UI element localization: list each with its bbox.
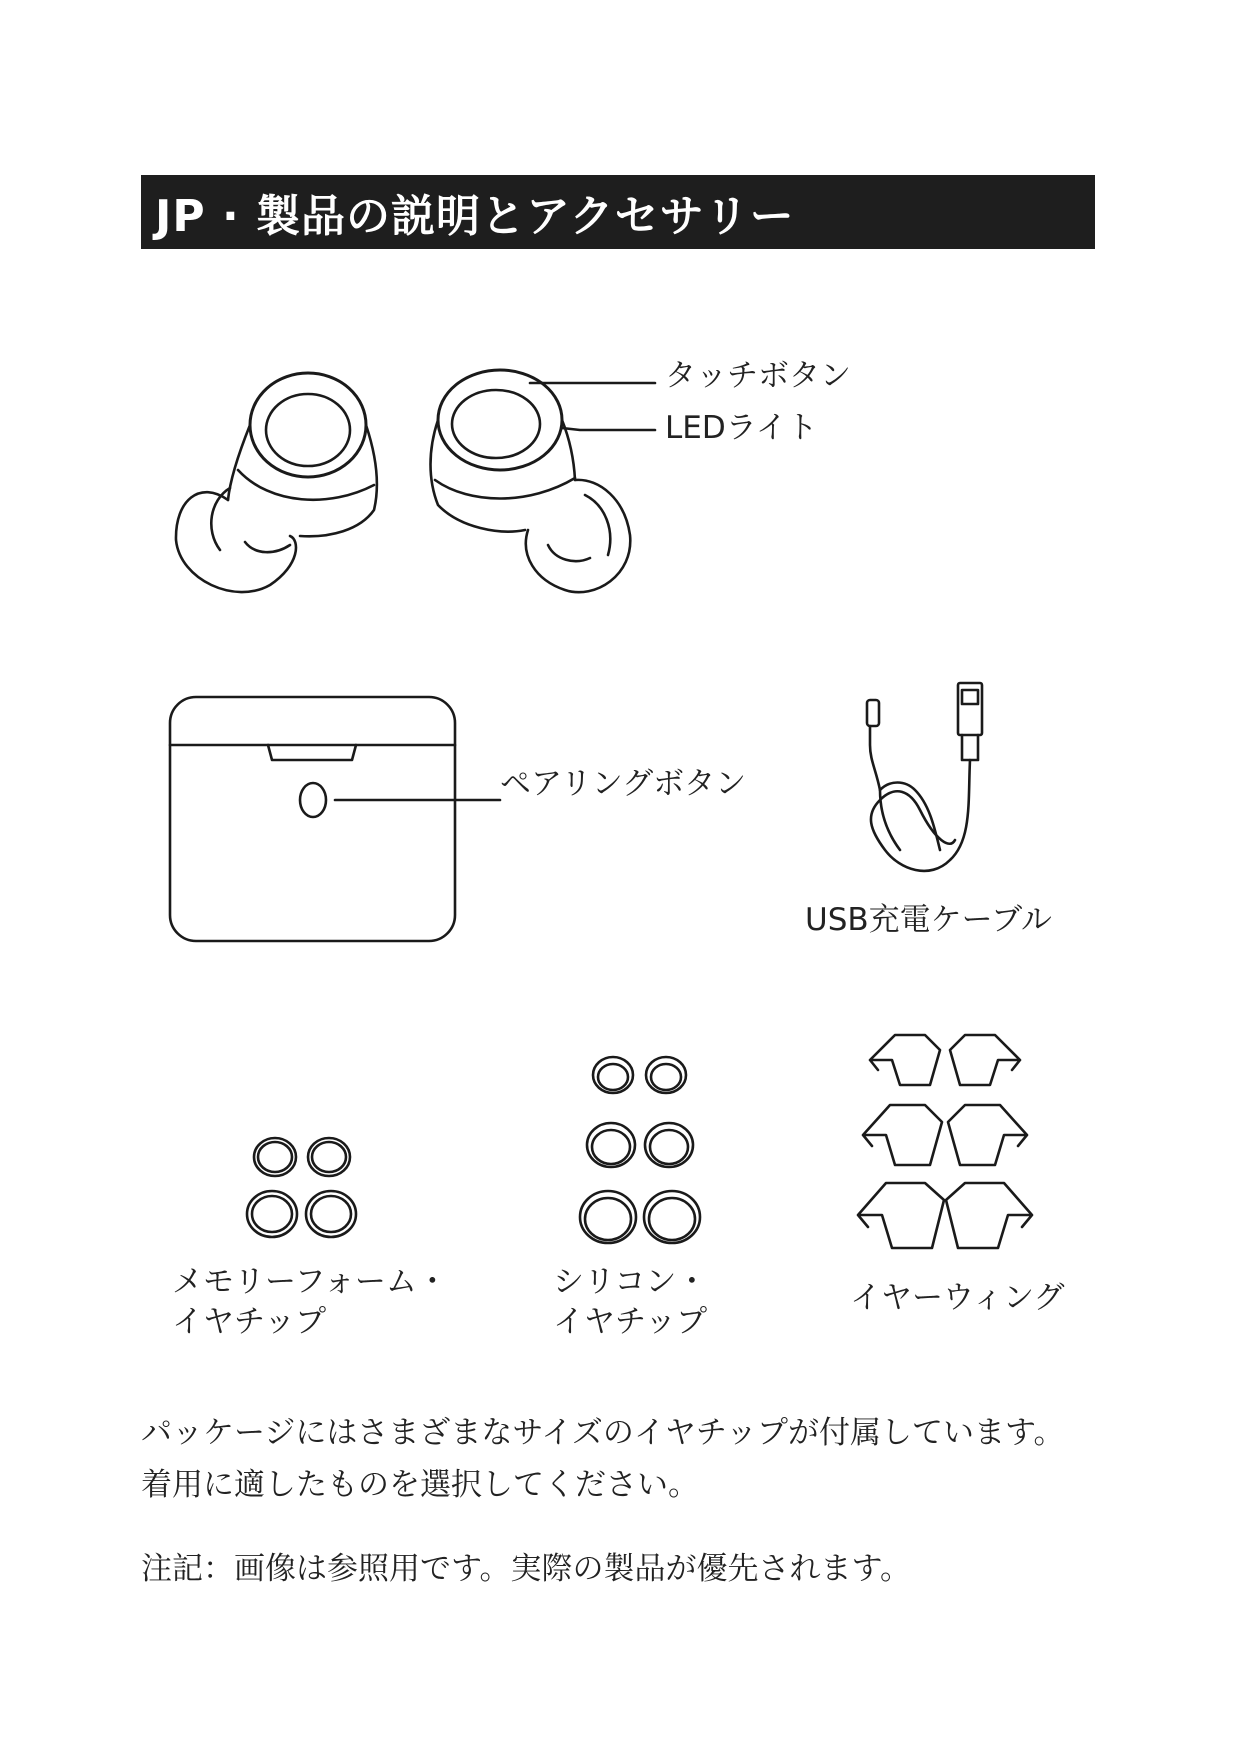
disclaimer-note: 注記：画像は参照用です。実際の製品が優先されます。 <box>141 1551 912 1587</box>
charging-case-illustration <box>170 697 500 941</box>
ear-wings-illustration <box>858 1035 1032 1248</box>
silicone-eartips-illustration <box>580 1057 700 1243</box>
package-note-line1: パッケージにはさまざまなサイズのイヤチップが付属しています。 <box>141 1415 1065 1451</box>
left-earbud-illustration <box>176 373 377 592</box>
touch-button-label: タッチボタン <box>665 358 851 394</box>
page-title-text: JP · 製品の説明とアクセサリー <box>155 191 795 242</box>
pairing-button-label: ペアリングボタン <box>500 766 747 802</box>
ear-wing-label: イヤーウィング <box>850 1280 1065 1316</box>
memory-foam-label-line2: イヤチップ <box>172 1304 327 1341</box>
right-earbud-illustration <box>431 370 631 592</box>
package-note-line2: 着用に適したものを選択してください。 <box>141 1467 699 1503</box>
memory-foam-label <box>172 1262 448 1343</box>
led-light-label: LEDライト <box>665 410 818 446</box>
memory-foam-eartips-illustration <box>247 1138 356 1237</box>
silicone-label <box>553 1262 707 1343</box>
memory-foam-label-line1: メモリーフォーム・ <box>172 1264 448 1300</box>
silicone-label-line1: シリコン・ <box>553 1264 708 1300</box>
usb-cable-label: USB充電ケーブル <box>805 902 1052 938</box>
led-light-leader-line <box>562 428 655 430</box>
usb-cable-illustration <box>867 683 982 871</box>
silicone-label-line2: イヤチップ <box>553 1304 708 1341</box>
